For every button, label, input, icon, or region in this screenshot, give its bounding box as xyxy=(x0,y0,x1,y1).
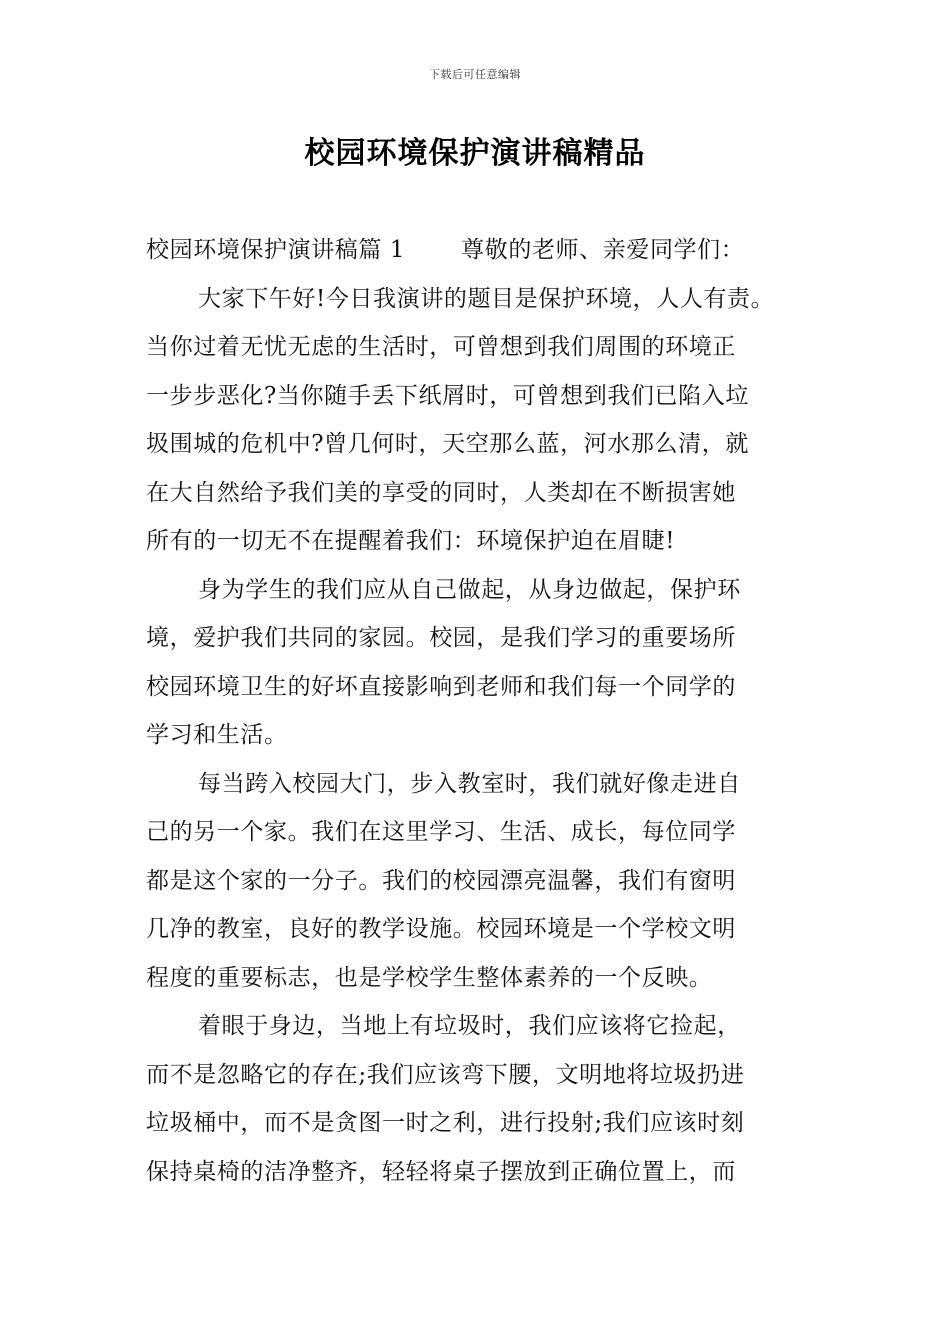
body-line: 大家下午好!今日我演讲的题目是保护环境，人人有责。 xyxy=(198,285,775,312)
body-line: 而不是忽略它的存在;我们应该弯下腰，文明地将垃圾扔进 xyxy=(146,1061,745,1088)
document-body xyxy=(146,226,846,1196)
heading-label: 校园环境保护演讲稿篇 1 xyxy=(146,237,406,263)
body-line: 身为学生的我们应从自己做起，从身边做起，保护环 xyxy=(198,576,741,603)
body-line: 保持桌椅的洁净整齐，轻轻将桌子摆放到正确位置上，而 xyxy=(146,1158,736,1185)
body-line: 所有的一切无不在提醒着我们：环境保护迫在眉睫! xyxy=(146,528,676,554)
body-line: 几净的教室，良好的教学设施。校园环境是一个学校文明 xyxy=(146,916,736,942)
body-line: 垃圾桶中，而不是贪图一时之利，进行投射;我们应该时刻 xyxy=(146,1110,745,1136)
body-line: 在大自然给予我们美的享受的同时，人类却在不断损害她 xyxy=(146,479,736,506)
body-line: 着眼于身边，当地上有垃圾时，我们应该将它捡起， xyxy=(198,1013,741,1039)
body-line: 校园环境卫生的好坏直接影响到老师和我们每一个同学的 xyxy=(146,673,736,700)
body-line: 一步步恶化?当你随手丢下纸屑时，可曾想到我们已陷入垃 xyxy=(146,382,749,409)
header-note: 下载后可任意编辑 xyxy=(429,68,521,81)
body-line: 每当跨入校园大门，步入教室时，我们就好像走进自 xyxy=(198,770,741,797)
salutation: 尊敬的老师、亲爱同学们： xyxy=(461,237,745,263)
body-line: 当你过着无忧无虑的生活时，可曾想到我们周围的环境正 xyxy=(146,334,736,360)
document-title: 校园环境保护演讲稿精品 xyxy=(304,136,646,171)
body-line: 程度的重要标志，也是学校学生整体素养的一个反映。 xyxy=(146,964,713,991)
body-line: 境，爱护我们共同的家园。校园，是我们学习的重要场所 xyxy=(146,625,736,651)
body-line: 学习和生活。 xyxy=(146,722,288,748)
body-line: 都是这个家的一分子。我们的校园漂亮温馨，我们有窗明 xyxy=(146,867,736,894)
body-line: 己的另一个家。我们在这里学习、生活、成长，每位同学 xyxy=(146,819,736,845)
body-line xyxy=(146,226,846,275)
body-line: 圾围城的危机中?曾几何时，天空那么蓝，河水那么清，就 xyxy=(146,431,749,457)
